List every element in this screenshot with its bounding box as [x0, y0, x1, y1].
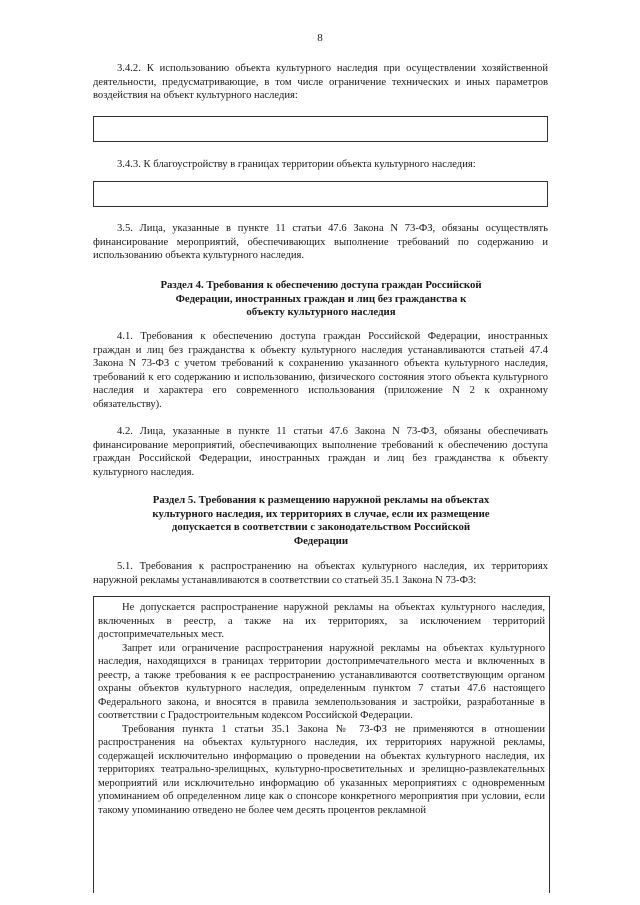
empty-field-3-4-3: [93, 181, 548, 207]
paragraph-3-4-2: 3.4.2. К использованию объекта культурного наследия при осуществлении хозяйственной деятельности, предусматривающие, в том числе ограничение технических и иных параметров воздействия на объект культурного наследия:: [93, 63, 548, 102]
quote-paragraph-2: Запрет или ограничение распространения наружной рекламы на объектах культурного наследия, находящихся в границах территории достопримечательного места и включенных в реестр, а также требования к ее распространению устанавливаются соответствующим органом охраны объектов культурного наследия, определенным пунктом 7 статьи 47.6 настоящего Федерального закона, и вносятся в правила землепользования и застройки, разработанные в соответствии с Градостроительным кодексом Российской Федерации.: [98, 642, 545, 721]
page-number: 8: [317, 32, 323, 44]
section-5-heading: Раздел 5. Требования к размещению наружной рекламы на объектах культурного наследия, их территориях в случае, если их размещение допускается в соответствии с законодательством Российской Федерации: [152, 494, 490, 547]
paragraph-3-4-3: 3.4.3. К благоустройству в границах территории объекта культурного наследия:: [117, 159, 476, 170]
paragraph-3-5: 3.5. Лица, указанные в пункте 11 статьи 47.6 Закона N 73-ФЗ, обязаны осуществлять финансирование мероприятий, обеспечивающих выполнение требований по содержанию и использованию объекта культурного наследия.: [93, 223, 548, 262]
law-quote-box: [93, 596, 550, 893]
quote-paragraph-1: Не допускается распространение наружной рекламы на объектах культурного наследия, включенных в реестр, а также на их территориях, за исключением территорий достопримечательных мест.: [98, 602, 545, 640]
paragraph-5-1: 5.1. Требования к распространению на объектах культурного наследия, их территориях наружной рекламы устанавливаются в соответствии со статьей 35.1 Закона N 73-ФЗ:: [93, 561, 548, 586]
paragraph-4-2: 4.2. Лица, указанные в пункте 11 статьи 47.6 Закона N 73-ФЗ, обязаны обеспечивать финансирование мероприятий, обеспечивающих выполнение требований к обеспечению доступа граждан Российской Федерации, иностранных граждан и лиц без гражданства к объекту культурного наследия.: [93, 426, 548, 478]
quote-paragraph-3: Требования пункта 1 статьи 35.1 Закона № 73-ФЗ не применяются в отношении распространения на объектах культурного наследия, их территориях наружной рекламы, содержащей исключительно информацию о проведении на объектах культурного наследия, их территориях театрально-зрелищных, культурно-просветительных и зрелищно-развлекательных мероприятий или исключительно информацию об указанных мероприятиях с одновременным упоминанием об определенном лице как о спонсоре конкретного мероприятия при условии, если такому упоминанию отведено не более чем десять процентов рекламной: [98, 723, 545, 816]
paragraph-4-1: 4.1. Требования к обеспечению доступа граждан Российской Федерации, иностранных граждан и лиц без гражданства к объекту культурного наследия устанавливаются статьей 47.4 Закона N 73-ФЗ с учетом требований к сохранению указанного объекта культурного наследия, требований к его содержанию и использованию, физического состояния этого объекта культурного наследия и характера его современного использования (приложение N 2 к охранному обязательству).: [93, 331, 548, 410]
empty-field-3-4-2: [93, 116, 548, 142]
section-4-heading: Раздел 4. Требования к обеспечению доступа граждан Российской Федерации, иностранных граждан и лиц без гражданства к объекту культурного наследия: [160, 279, 482, 319]
